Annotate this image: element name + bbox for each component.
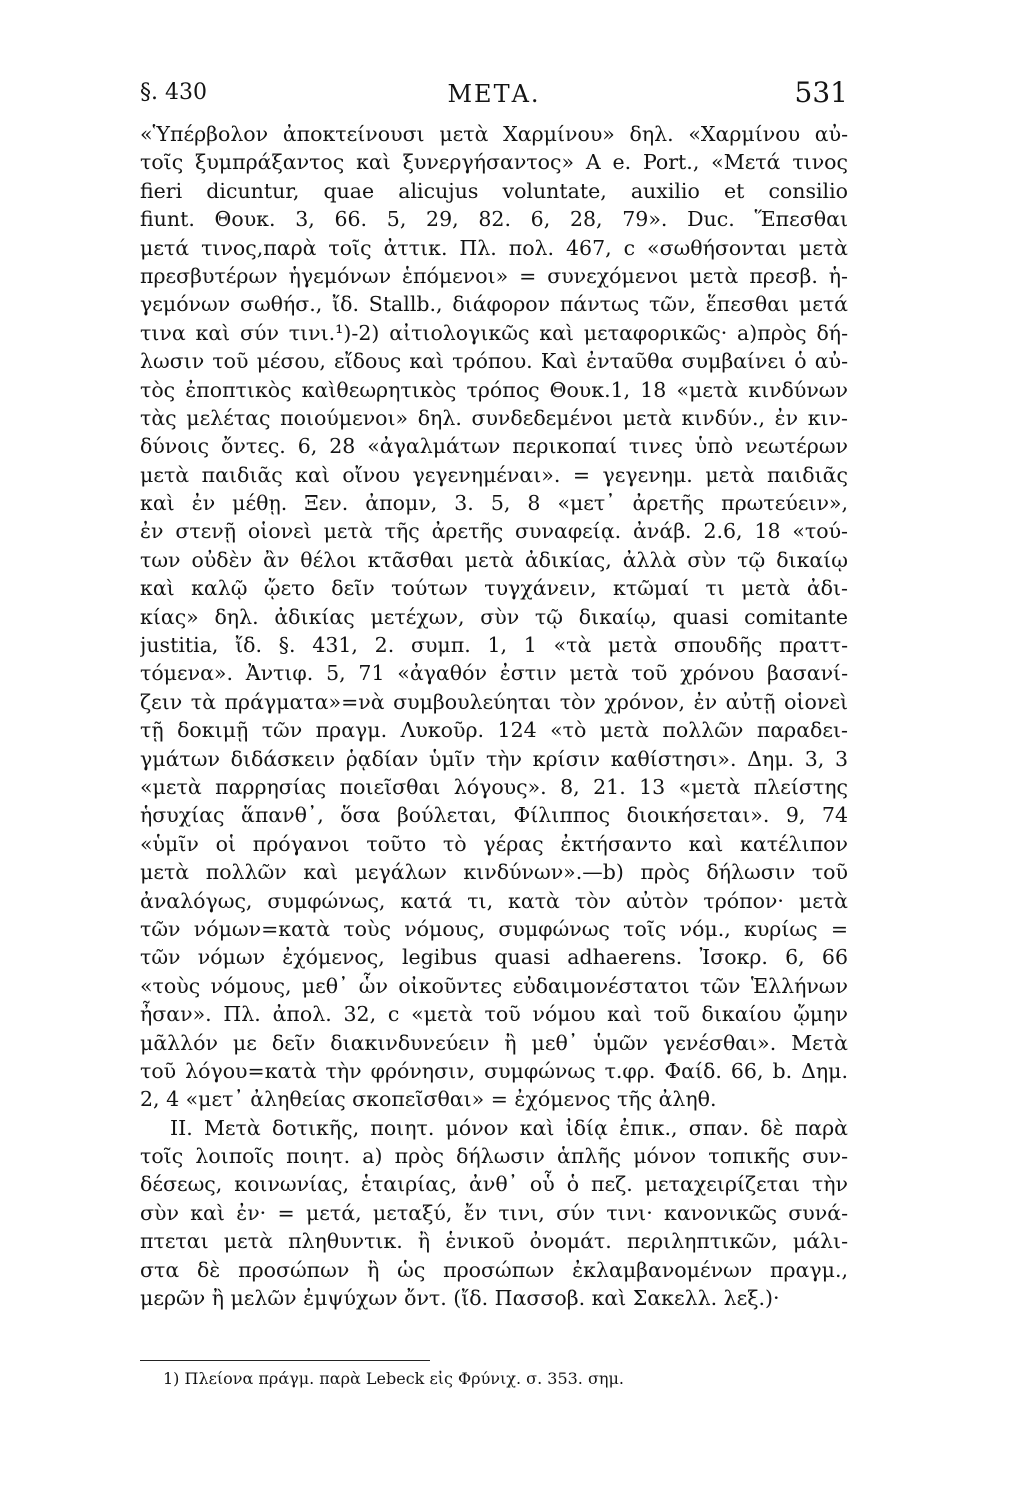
body-line: μετά τινος,παρὰ τοῖς ἀττικ. Πλ. πολ. 467, c «σωθήσονται μετὰ [140, 235, 848, 260]
body-line: «ὑμῖν οἱ πρόγανοι τοῦτο τὸ γέρας ἐκτήσαντο καὶ κατέλιπον [140, 831, 848, 856]
body-line: πτεται μετὰ πληθυντικ. ἢ ἑνικοῦ ὀνομάτ. περιληπτικῶν, μάλι- [140, 1229, 848, 1254]
entry-body [140, 120, 848, 1312]
body-line: μερῶν ἢ μελῶν ἐμψύχων ὄντ. (ἴδ. Πασσοβ. καὶ Σακελλ. λεξ.)· [140, 1286, 780, 1311]
body-line: justitia, ἴδ. §. 431, 2. συμπ. 1, 1 «τὰ μετὰ σπουδῆς πραττ- [140, 633, 848, 658]
body-line: γμάτων διδάσκειν ῥᾳδίαν ὑμῖν τὴν κρίσιν καθίστησι». Δημ. 3, 3 [140, 746, 848, 771]
body-line: στα δὲ προσώπων ἢ ὡς προσώπων ἐκλαμβανομένων πραγμ., [140, 1257, 848, 1282]
section-number: §. 430 [140, 80, 207, 105]
body-line: ἐν στενῇ οἱονεὶ μετὰ τῆς ἀρετῆς συναφείᾳ. ἀνάβ. 2.6, 18 «τού- [140, 519, 848, 544]
body-line: τοῖς ξυμπράξαντος καὶ ξυνεργήσαντος» A e. Port., «Μετά τινος [140, 150, 848, 175]
body-line: τῶν νόμων=κατὰ τοὺς νόμους, συμφώνως τοῖς νόμ., κυρίως = [140, 916, 848, 941]
body-line: II. Μετὰ δοτικῆς, ποιητ. μόνον καὶ ἰδίᾳ ἐπικ., σπαν. δὲ παρὰ [170, 1115, 848, 1140]
body-line: καὶ ἐν μέθῃ. Ξεν. ἀπομν, 3. 5, 8 «μετ᾽ ἀρετῆς πρωτεύειν», [140, 491, 848, 516]
body-line: ἦσαν». Πλ. ἀπολ. 32, c «μετὰ τοῦ νόμου καὶ τοῦ δικαίου ᾤμην [140, 1002, 848, 1027]
body-line: τῇ δοκιμῇ τῶν πραγμ. Λυκοῦρ. 124 «τὸ μετὰ πολλῶν παραδει- [140, 718, 848, 743]
body-line: 2, 4 «μετ᾽ ἀληθείας σκοπεῖσθαι» = ἐχόμενος τῆς ἀληθ. [140, 1087, 717, 1112]
page-number: 531 [794, 76, 848, 109]
body-line: ἡσυχίας ἅπανθ᾽, ὅσα βούλεται, Φίλιππος διοικήσεται». 9, 74 [140, 803, 848, 828]
body-line: τόμενα». Ἀντιφ. 5, 71 «ἀγαθόν ἐστιν μετὰ τοῦ χρόνου βασανί- [140, 661, 848, 686]
body-line: fiunt. Θουκ. 3, 66. 5, 29, 82. 6, 28, 79». Duc. Ἕπεσθαι [140, 207, 848, 232]
running-title: ΜΕΤΑ. [447, 80, 541, 108]
body-line: fieri dicuntur, quae alicujus voluntate, auxilio et consilio [140, 178, 848, 203]
body-line: μετὰ παιδιᾶς καὶ οἴνου γεγενημέναι». = γεγενημ. μετὰ παιδιᾶς [140, 462, 848, 487]
body-line: γεμόνων σωθήσ., ἴδ. Stallb., διάφορον πάντως τῶν, ἕπεσθαι μετά [140, 292, 848, 317]
body-line: μετὰ πολλῶν καὶ μεγάλων κινδύνων».—b) πρὸς δήλωσιν τοῦ [140, 860, 848, 885]
body-line: πρεσβυτέρων ἡγεμόνων ἑπόμενοι» = συνεχόμενοι μετὰ πρεσβ. ἡ- [140, 263, 848, 288]
body-line: ἀναλόγως, συμφώνως, κατά τι, κατὰ τὸν αὐτὸν τρόπον· μετὰ [140, 888, 848, 913]
body-line: τοῦ λόγου=κατὰ τὴν φρόνησιν, συμφώνως τ.φρ. Φαίδ. 66, b. Δημ. [140, 1058, 848, 1083]
body-line: «τοὺς νόμους, μεθ᾽ ὧν οἰκοῦντες εὐδαιμονέστατοι τῶν Ἑλλήνων [140, 973, 848, 998]
body-line: μᾶλλόν με δεῖν διακινδυνεύειν ἢ μεθ᾽ ὑμῶν γενέσθαι». Μετὰ [140, 1030, 848, 1055]
body-line: δύνοις ὄντες. 6, 28 «ἀγαλμάτων περικοπαί τινες ὑπὸ νεωτέρων [140, 434, 848, 459]
body-line: κίας» δηλ. ἀδικίας μετέχων, σὺν τῷ δικαίῳ, quasi comitante [140, 604, 848, 629]
body-line: τοῖς λοιποῖς ποιητ. a) πρὸς δήλωσιν ἁπλῆς μόνον τοπικῆς συν- [140, 1144, 848, 1169]
page-header [140, 72, 848, 112]
body-line: τινα καὶ σύν τινι.¹)-2) αἰτιολογικῶς καὶ μεταφορικῶς· a)πρὸς δή- [140, 320, 848, 345]
body-line: ζειν τὰ πράγματα»=νὰ συμβουλεύηται τὸν χρόνον, ἐν αὐτῇ οἱονεὶ [140, 689, 848, 714]
body-line: τῶν νόμων ἐχόμενος, legibus quasi adhaerens. Ἰσοκρ. 6, 66 [140, 945, 848, 970]
footnote-rule [140, 1360, 430, 1361]
body-line: «μετὰ παρρησίας ποιεῖσθαι λόγους». 8, 21. 13 «μετὰ πλείστης [140, 774, 848, 799]
body-line: των οὐδὲν ἂν θέλοι κτᾶσθαι μετὰ ἀδικίας, ἀλλὰ σὺν τῷ δικαίῳ [140, 547, 848, 572]
body-line: τὰς μελέτας ποιούμενοι» δηλ. συνδεδεμένοι μετὰ κινδύν., ἐν κιν- [140, 405, 848, 430]
body-line: δέσεως, κοινωνίας, ἑταιρίας, ἀνθ᾽ οὗ ὁ πεζ. μεταχειρίζεται τὴν [140, 1172, 848, 1197]
footnote: 1) Πλείονα πράγμ. παρὰ Lebeck εἰς Φρύνιχ. σ. 353. σημ. [163, 1369, 624, 1388]
body-line: λωσιν τοῦ μέσου, εἴδους καὶ τρόπου. Καὶ ἐνταῦθα συμβαίνει ὁ αὐ- [140, 349, 848, 374]
body-line: σὺν καὶ ἐν· = μετά, μεταξύ, ἔν τινι, σύν τινι· κανονικῶς συνά- [140, 1200, 848, 1225]
body-line: «Ὑπέρβολον ἀποκτείνουσι μετὰ Χαρμίνου» δηλ. «Χαρμίνου αὐ- [140, 122, 848, 146]
body-line: τὸς ἐποπτικὸς καὶθεωρητικὸς τρόπος Θουκ.1, 18 «μετὰ κινδύνων [140, 377, 848, 402]
body-line: καὶ καλῷ ᾤετο δεῖν τούτων τυγχάνειν, κτῶμαί τι μετὰ ἀδι- [140, 576, 848, 601]
